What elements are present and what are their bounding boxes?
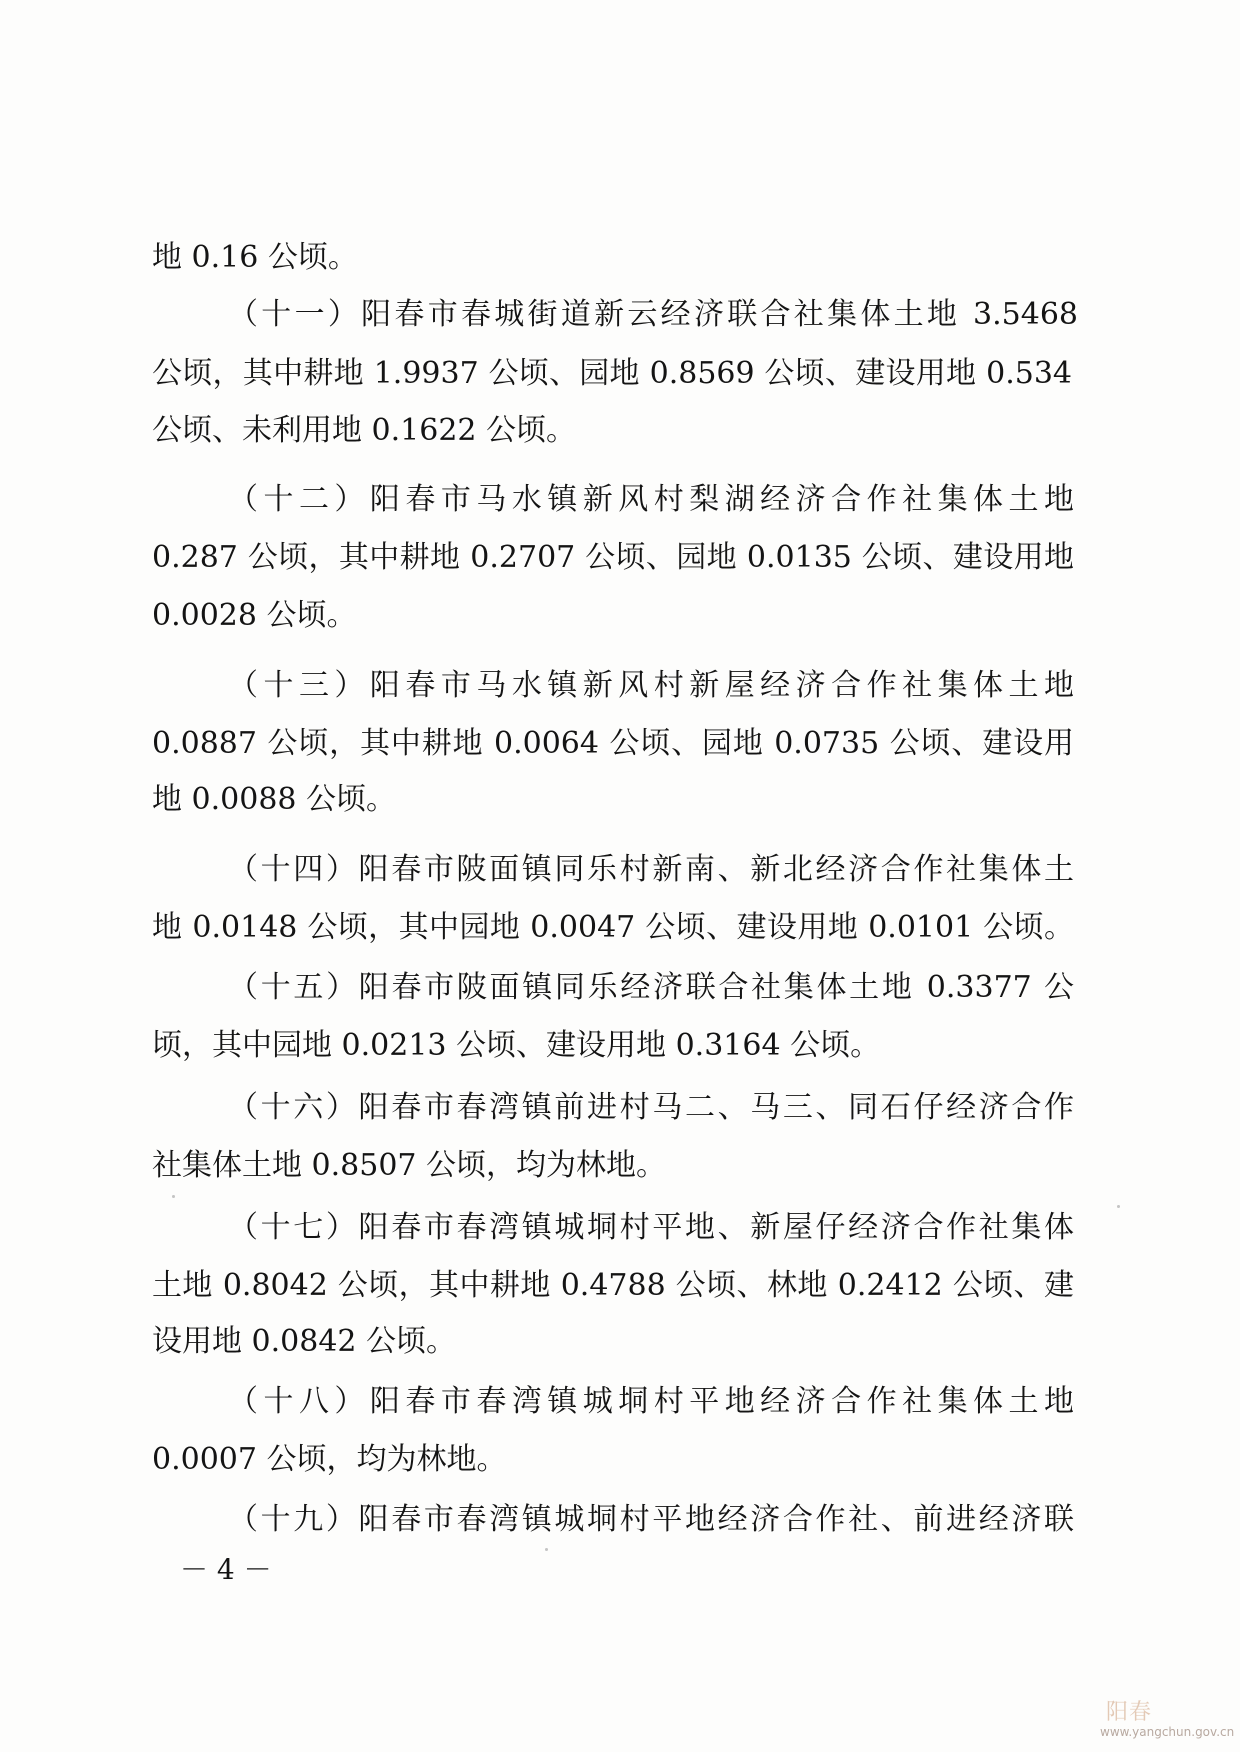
text-line-18: 土地 0.8042 公顷，其中耕地 0.4788 公顷、林地 0.2412 公顷、建	[152, 1268, 1074, 1303]
text-line-21: 0.0007 公顷，均为林地。	[152, 1442, 507, 1477]
text-line-19: 设用地 0.0842 公顷。	[152, 1324, 457, 1359]
text-line-22: （十九）阳春市春湾镇城垌村平地经济合作社、前进经济联	[228, 1502, 1074, 1537]
page-number: － 4 －	[180, 1553, 272, 1586]
scan-speck	[545, 1548, 548, 1551]
text-line-7: 0.0028 公顷。	[152, 598, 357, 633]
text-line-14: 顷，其中园地 0.0213 公顷、建设用地 0.3164 公顷。	[152, 1028, 881, 1063]
scan-speck	[172, 1195, 175, 1198]
text-line-16: 社集体土地 0.8507 公顷，均为林地。	[152, 1148, 667, 1183]
watermark-logo-text: 阳春	[1106, 1700, 1153, 1725]
text-line-2: （十一）阳春市春城街道新云经济联合社集体土地 3.5468	[228, 297, 1078, 332]
text-line-8: （十三）阳春市马水镇新风村新屋经济合作社集体土地	[228, 668, 1074, 703]
text-line-9: 0.0887 公顷，其中耕地 0.0064 公顷、园地 0.0735 公顷、建设用	[152, 726, 1074, 761]
text-line-5: （十二）阳春市马水镇新风村梨湖经济合作社集体土地	[228, 482, 1074, 517]
text-line-20: （十八）阳春市春湾镇城垌村平地经济合作社集体土地	[228, 1384, 1074, 1419]
text-line-4: 公顷、未利用地 0.1622 公顷。	[152, 413, 577, 448]
text-line-15: （十六）阳春市春湾镇前进村马二、马三、同石仔经济合作	[228, 1090, 1074, 1125]
text-line-3: 公顷，其中耕地 1.9937 公顷、园地 0.8569 公顷、建设用地 0.534	[152, 356, 1072, 391]
watermark-url: www.yangchun.gov.cn	[1100, 1725, 1235, 1739]
text-line-6: 0.287 公顷，其中耕地 0.2707 公顷、园地 0.0135 公顷、建设用地	[152, 540, 1074, 575]
text-line-11: （十四）阳春市陂面镇同乐村新南、新北经济合作社集体土	[228, 852, 1074, 887]
text-line-13: （十五）阳春市陂面镇同乐经济联合社集体土地 0.3377 公	[228, 970, 1074, 1005]
text-line-1: 地 0.16 公顷。	[152, 240, 358, 275]
scan-speck	[1117, 1205, 1120, 1208]
text-line-10: 地 0.0088 公顷。	[152, 782, 397, 817]
text-line-17: （十七）阳春市春湾镇城垌村平地、新屋仔经济合作社集体	[228, 1210, 1074, 1245]
site-watermark	[1100, 1700, 1235, 1744]
text-line-12: 地 0.0148 公顷，其中园地 0.0047 公顷、建设用地 0.0101 公顷。	[152, 910, 1074, 945]
